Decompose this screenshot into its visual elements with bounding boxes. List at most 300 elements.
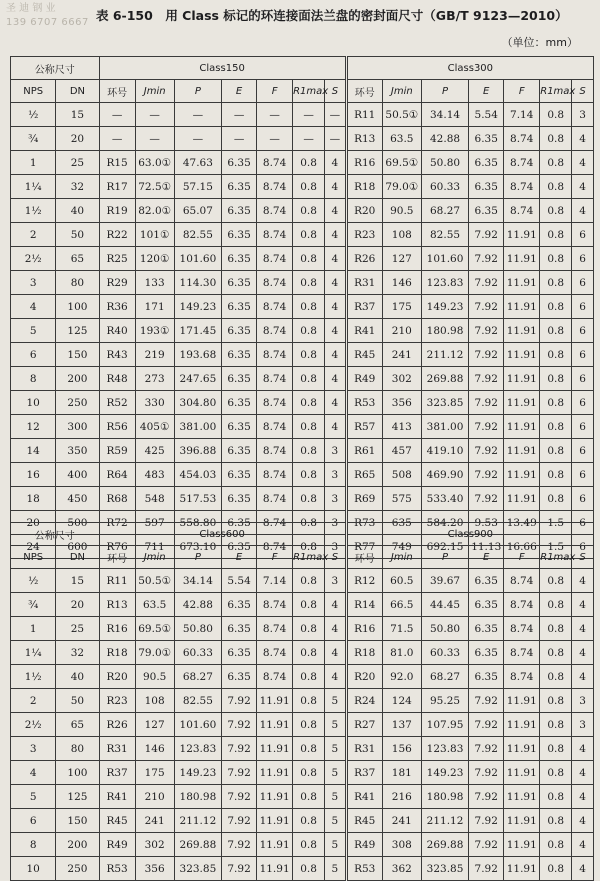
table-cell: 175 [382, 295, 421, 319]
table-cell: 8.74 [257, 487, 293, 511]
f-header: F [504, 80, 540, 103]
table-cell: 6.35 [222, 343, 257, 367]
table-cell: 15 [56, 103, 99, 127]
table-cell: 4 [325, 367, 347, 391]
table-cell: R17 [99, 175, 135, 199]
table-cell: 5 [325, 809, 347, 833]
table-cell: 42.88 [174, 593, 221, 617]
table-cell: 150 [56, 809, 99, 833]
table-cell: 11.91 [257, 857, 293, 881]
table-cell: 8.74 [504, 151, 540, 175]
table-row [11, 247, 594, 271]
table-cell: 7.92 [222, 857, 257, 881]
table-cell: 7.92 [222, 785, 257, 809]
table-cell: 4 [325, 199, 347, 223]
table-cell: 6 [572, 295, 594, 319]
table-cell: 50.5① [135, 569, 174, 593]
table-cell: 11.91 [504, 809, 540, 833]
table-cell: R49 [99, 833, 135, 857]
table-cell: 4 [325, 391, 347, 415]
table-cell: R37 [346, 761, 382, 785]
table-cell: R23 [346, 223, 382, 247]
table-cell: 0.8 [540, 151, 572, 175]
table-cell: 9.53 [469, 511, 504, 535]
table-cell: R52 [99, 391, 135, 415]
table-cell: 0.8 [293, 295, 325, 319]
table-cell: 90.5 [382, 199, 421, 223]
table-cell: 63.0① [135, 151, 174, 175]
table-cell: 4 [325, 151, 347, 175]
table-cell: 0.8 [540, 247, 572, 271]
table-cell: 69.5① [135, 617, 174, 641]
table-cell: R20 [99, 665, 135, 689]
table-cell: 548 [135, 487, 174, 511]
table-cell: 362 [382, 857, 421, 881]
table-cell: 4 [325, 665, 347, 689]
class-header-left: Class600 [99, 523, 346, 546]
table-cell: 711 [135, 535, 174, 559]
table-cell: 0.8 [293, 151, 325, 175]
table-cell: 40 [56, 199, 99, 223]
table-cell: 8.74 [504, 641, 540, 665]
table-cell: 149.23 [421, 295, 468, 319]
table-cell: 101.60 [421, 247, 468, 271]
table-cell: 0.8 [540, 127, 572, 151]
table-cell: 269.88 [174, 833, 221, 857]
table-cell: 6.35 [222, 175, 257, 199]
table-cell: 133 [135, 271, 174, 295]
table-cell: 79.0① [382, 175, 421, 199]
table-cell: 72.5① [135, 175, 174, 199]
table-cell: 247.65 [174, 367, 221, 391]
table-cell: — [99, 103, 135, 127]
table-cell: 7.92 [469, 785, 504, 809]
table-cell: 146 [135, 737, 174, 761]
table-cell: 80 [56, 737, 99, 761]
table-cell: R16 [346, 617, 382, 641]
table-cell: 69.5① [382, 151, 421, 175]
table-cell: 1½ [11, 199, 56, 223]
table-row [11, 713, 594, 737]
table-cell: 11.91 [504, 833, 540, 857]
table-cell: 6 [572, 343, 594, 367]
table-row [11, 151, 594, 175]
r-header: R1max [540, 546, 572, 569]
table-cell: 79.0① [135, 641, 174, 665]
table-row [11, 857, 594, 881]
table-cell: 0.8 [293, 593, 325, 617]
table-cell: 0.8 [540, 569, 572, 593]
table-cell: 250 [56, 857, 99, 881]
table-cell: — [174, 103, 221, 127]
table-cell: 11.91 [504, 785, 540, 809]
table-cell: 124 [382, 689, 421, 713]
table-cell: 7.92 [469, 295, 504, 319]
table-cell: 330 [135, 391, 174, 415]
table-cell: 11.91 [504, 439, 540, 463]
table-cell: 7.14 [504, 103, 540, 127]
s-header: S [572, 80, 594, 103]
table-cell: 396.88 [174, 439, 221, 463]
table-cell: 150 [56, 343, 99, 367]
table-cell: R11 [99, 569, 135, 593]
table-cell: 3 [572, 713, 594, 737]
table-cell: 11.13 [469, 535, 504, 559]
table-cell: ½ [11, 569, 56, 593]
table-cell: R69 [346, 487, 382, 511]
table-cell: 82.55 [421, 223, 468, 247]
table-cell: R25 [99, 247, 135, 271]
table-cell: R72 [99, 511, 135, 535]
table-cell: 7.92 [469, 689, 504, 713]
table-cell: 6.35 [222, 271, 257, 295]
table-cell: R73 [346, 511, 382, 535]
table-cell: 8.74 [257, 391, 293, 415]
table-cell: 3 [572, 689, 594, 713]
table-cell: 8.74 [504, 593, 540, 617]
table-cell: 101① [135, 223, 174, 247]
table-cell: 11.91 [504, 761, 540, 785]
jmin-header: Jmin [382, 80, 421, 103]
table-cell: R36 [99, 295, 135, 319]
table-cell: 500 [56, 511, 99, 535]
table-cell: 457 [382, 439, 421, 463]
table-cell: 6.35 [222, 665, 257, 689]
table-cell: R41 [346, 785, 382, 809]
table-cell: 60.33 [174, 641, 221, 665]
watermark [6, 2, 96, 30]
table-cell: 7.92 [222, 809, 257, 833]
table-cell: 6.35 [222, 295, 257, 319]
table-cell: 6.35 [222, 487, 257, 511]
table-cell: 0.8 [293, 617, 325, 641]
table-cell: R49 [346, 367, 382, 391]
s-header: S [325, 80, 347, 103]
table-cell: 20 [11, 511, 56, 535]
table-cell: 6.35 [469, 641, 504, 665]
table-cell: 469.90 [421, 463, 468, 487]
table-cell: 24 [11, 535, 56, 559]
table-cell: 533.40 [421, 487, 468, 511]
table-cell: 517.53 [174, 487, 221, 511]
table-cell: 11.91 [257, 785, 293, 809]
table-cell: R65 [346, 463, 382, 487]
table-cell: R45 [346, 343, 382, 367]
table-cell: R68 [99, 487, 135, 511]
table-cell: 211.12 [421, 343, 468, 367]
table-cell: 304.80 [174, 391, 221, 415]
table-cell: 0.8 [293, 833, 325, 857]
table-cell: 50.80 [421, 617, 468, 641]
table-cell: 4 [325, 319, 347, 343]
table-cell: 0.8 [540, 617, 572, 641]
table-cell: 120① [135, 247, 174, 271]
table-cell: 250 [56, 391, 99, 415]
table-cell: 7.92 [222, 737, 257, 761]
table-cell: 11.91 [257, 713, 293, 737]
p-header: P [421, 546, 468, 569]
table-cell: — [135, 103, 174, 127]
table-cell: — [257, 103, 293, 127]
table-cell: 8.74 [257, 439, 293, 463]
table-cell: 6.35 [222, 511, 257, 535]
table-cell: 0.8 [540, 271, 572, 295]
table-cell: 419.10 [421, 439, 468, 463]
table-cell: 6.35 [469, 593, 504, 617]
table-cell: 8.74 [504, 617, 540, 641]
table-cell: 4 [325, 247, 347, 271]
table-cell: 127 [382, 247, 421, 271]
table-cell: 0.8 [540, 737, 572, 761]
table-cell: 6.35 [469, 199, 504, 223]
e-header: E [469, 80, 504, 103]
unit-label: （单位：mm） [501, 36, 578, 49]
table-cell: 11.91 [504, 247, 540, 271]
table-cell: 0.8 [293, 319, 325, 343]
table-cell: 241 [382, 809, 421, 833]
table-cell: 6.35 [469, 665, 504, 689]
table-cell: R40 [99, 319, 135, 343]
table-cell: 4 [325, 593, 347, 617]
table-cell: R31 [346, 271, 382, 295]
table-cell: 13.49 [504, 511, 540, 535]
table-cell: R61 [346, 439, 382, 463]
class-header-right: Class300 [346, 57, 593, 80]
table-cell: R76 [99, 535, 135, 559]
table-cell: 6.35 [222, 367, 257, 391]
table-cell: 0.8 [293, 223, 325, 247]
nps-header: NPS [11, 80, 56, 103]
table-cell: 8.74 [257, 593, 293, 617]
table-cell: 356 [382, 391, 421, 415]
table-cell: R15 [99, 151, 135, 175]
table-cell: 0.8 [540, 103, 572, 127]
table-cell: 4 [325, 295, 347, 319]
table-cell: 6 [572, 247, 594, 271]
table-row [11, 343, 594, 367]
table-cell: ¾ [11, 127, 56, 151]
table-cell: 0.8 [293, 665, 325, 689]
table-cell: 6 [572, 511, 594, 535]
table-cell: 6.35 [222, 617, 257, 641]
table-cell: 413 [382, 415, 421, 439]
table-cell: 2 [11, 223, 56, 247]
table-cell: 8.74 [257, 511, 293, 535]
table-cell: 6 [572, 391, 594, 415]
table-cell: 635 [382, 511, 421, 535]
table-cell: 6 [572, 271, 594, 295]
table-cell: 6 [11, 809, 56, 833]
table-cell: 323.85 [421, 857, 468, 881]
table-cell: R49 [346, 833, 382, 857]
table-cell: 5 [11, 319, 56, 343]
table-cell: R31 [346, 737, 382, 761]
table-cell: 200 [56, 833, 99, 857]
table-cell: 40 [56, 665, 99, 689]
table-cell: 6.35 [469, 617, 504, 641]
table-cell: 241 [382, 343, 421, 367]
table-cell: 6.35 [469, 175, 504, 199]
table-cell: 90.5 [135, 665, 174, 689]
table-cell: 0.8 [540, 593, 572, 617]
table-cell: 350 [56, 439, 99, 463]
s-header: S [572, 546, 594, 569]
table-cell: 65 [56, 713, 99, 737]
table-cell: 6 [572, 223, 594, 247]
table-cell: 11.91 [504, 463, 540, 487]
table-cell: R27 [346, 713, 382, 737]
nominal-size-header: 公称尺寸 [11, 57, 100, 80]
table-cell: 11.91 [504, 689, 540, 713]
table-cell: 3 [325, 569, 347, 593]
table-cell: 8.74 [504, 569, 540, 593]
table-cell: 6.35 [469, 151, 504, 175]
table-cell: 0.8 [293, 535, 325, 559]
table-cell: R31 [99, 737, 135, 761]
table-cell: R12 [346, 569, 382, 593]
table-cell: 6.35 [222, 223, 257, 247]
table-cell: 25 [56, 151, 99, 175]
table-cell: 180.98 [421, 785, 468, 809]
table-cell: 65.07 [174, 199, 221, 223]
table-cell: 193① [135, 319, 174, 343]
table-cell: 558.80 [174, 511, 221, 535]
table-cell: 39.67 [421, 569, 468, 593]
table-cell: 692.15 [421, 535, 468, 559]
watermark-phone: 139 6707 6667 [6, 17, 89, 28]
table-cell: 4 [572, 127, 594, 151]
table-cell: R45 [99, 809, 135, 833]
table-cell: — [222, 103, 257, 127]
table-cell: 4 [572, 641, 594, 665]
table-cell: R24 [346, 689, 382, 713]
table-cell: 1 [11, 617, 56, 641]
table-cell: 7.92 [469, 761, 504, 785]
table-cell: 6 [572, 439, 594, 463]
table-cell: 0.8 [540, 415, 572, 439]
table-cell: 11.91 [504, 223, 540, 247]
table-cell: 8.74 [257, 295, 293, 319]
table-cell: R16 [99, 617, 135, 641]
table-cell: 8.74 [257, 271, 293, 295]
table-cell: 8.74 [504, 665, 540, 689]
table-cell: 108 [382, 223, 421, 247]
table-cell: R77 [346, 535, 382, 559]
table-cell: 8.74 [504, 199, 540, 223]
table-cell: 60.33 [421, 175, 468, 199]
table-cell: 0.8 [540, 833, 572, 857]
table-cell: 125 [56, 785, 99, 809]
table-cell: R13 [99, 593, 135, 617]
table-cell: 25 [56, 617, 99, 641]
table-body-2 [11, 569, 594, 881]
table-cell: 0.8 [540, 391, 572, 415]
table-cell: 4 [572, 569, 594, 593]
table-cell: 8.74 [257, 367, 293, 391]
table-cell: 4 [572, 593, 594, 617]
table-cell: 101.60 [174, 247, 221, 271]
table-cell: 146 [382, 271, 421, 295]
table-cell: 101.60 [174, 713, 221, 737]
table-cell: 81.0 [382, 641, 421, 665]
table-cell: 0.8 [293, 713, 325, 737]
table-cell: 2½ [11, 713, 56, 737]
table-cell: — [174, 127, 221, 151]
table-cell: 323.85 [421, 391, 468, 415]
table-cell: R53 [346, 391, 382, 415]
table-cell: 4 [572, 175, 594, 199]
table-cell: 82.55 [174, 689, 221, 713]
table-cell: 381.00 [421, 415, 468, 439]
table-cell: 5 [325, 761, 347, 785]
r-header: R1max [293, 80, 325, 103]
table-cell: 8.74 [257, 151, 293, 175]
table-row [11, 367, 594, 391]
table-cell: R18 [346, 175, 382, 199]
table-cell: 8.74 [504, 127, 540, 151]
table-cell: 32 [56, 175, 99, 199]
table-cell: 65 [56, 247, 99, 271]
table-cell: 3 [572, 103, 594, 127]
table-cell: 0.8 [293, 857, 325, 881]
table-cell: 0.8 [540, 343, 572, 367]
table-cell: 3 [325, 463, 347, 487]
table-cell: 0.8 [293, 761, 325, 785]
table-cell: 125 [56, 319, 99, 343]
table-cell: 6.35 [222, 439, 257, 463]
p-header: P [174, 80, 221, 103]
table-cell: 171.45 [174, 319, 221, 343]
table-cell: 2½ [11, 247, 56, 271]
table-cell: 7.92 [469, 857, 504, 881]
table-cell: 11.91 [504, 713, 540, 737]
table-cell: R20 [346, 665, 382, 689]
table-cell: 15 [56, 569, 99, 593]
table-cell: 7.92 [469, 271, 504, 295]
table-cell: 11.91 [257, 689, 293, 713]
table-cell: 425 [135, 439, 174, 463]
table-cell: 108 [135, 689, 174, 713]
table-cell: 4 [572, 737, 594, 761]
table-cell: 0.8 [540, 809, 572, 833]
table-cell: 123.83 [421, 737, 468, 761]
table-cell: 3 [11, 271, 56, 295]
table-cell: 0.8 [293, 175, 325, 199]
table-title: 表 6-150 用 Class 标记的环连接面法兰盘的密封面尺寸（GB/T 9123—2010） [96, 8, 568, 23]
table-row [11, 103, 594, 127]
table-cell: 8.74 [257, 175, 293, 199]
table-cell: 1¼ [11, 175, 56, 199]
table-cell: R22 [99, 223, 135, 247]
table-cell: R13 [346, 127, 382, 151]
table-class150-300 [10, 56, 594, 559]
table-cell: 8.74 [257, 343, 293, 367]
table-cell: 4 [11, 761, 56, 785]
table-cell: 8 [11, 367, 56, 391]
table-row [11, 761, 594, 785]
table-cell: 82.55 [174, 223, 221, 247]
table-row [11, 641, 594, 665]
table-cell: 4 [572, 151, 594, 175]
table-cell: 0.8 [540, 761, 572, 785]
table-cell: 7.92 [222, 713, 257, 737]
p-header: P [174, 546, 221, 569]
table-cell: 7.92 [469, 737, 504, 761]
table-cell: 5 [325, 785, 347, 809]
table-cell: 216 [382, 785, 421, 809]
table-cell: 241 [135, 809, 174, 833]
table-cell: 269.88 [421, 367, 468, 391]
